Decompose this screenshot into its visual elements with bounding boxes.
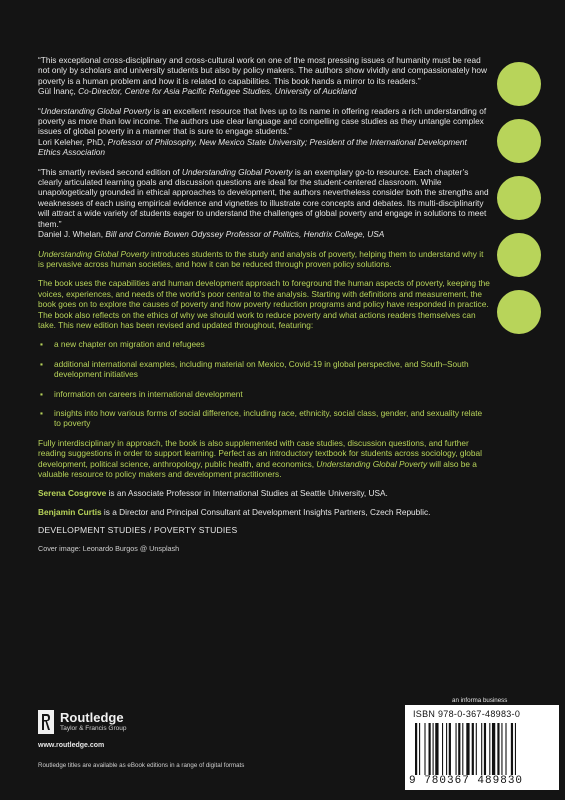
- author-bio: [38, 507, 490, 517]
- author-name: Benjamin Curtis: [38, 506, 102, 517]
- quote-book-title: Understanding Global Poverty: [40, 105, 152, 116]
- publisher-group: Taylor & Francis Group: [60, 725, 127, 732]
- quote-book-title: Understanding Global Poverty: [181, 166, 293, 177]
- barcode-icon: [415, 723, 549, 775]
- barcode-bar: [446, 723, 447, 775]
- green-circle-decoration: [497, 62, 541, 106]
- author-bios: [38, 488, 490, 517]
- quote-segment: “: [38, 105, 41, 116]
- author-name: Serena Cosgrove: [38, 488, 107, 499]
- quote-segment: is an exemplary go-to resource. Each chapter’s clearly articulated learning goals and discussion questions are ideal for the student-centered classroom. While unapologetically grounded in ethical approaches to development, the authors nevertheless consider both the strengths and weaknesses of each using empirical evidence and vignettes to illustrate core concepts and debates. Its multi-disciplinarity will attract a wide variety of students eager to understand the challenges of global poverty and engage in solutions to meet them.”: [38, 166, 489, 229]
- barcode-bar: [515, 723, 516, 775]
- approach-paragraph: The book uses the capabilities and human development approach to foreground the human aspects of poverty, keeping the voices, experiences, and needs of the world’s poor central to the analysis. Starting with definitions and measurement, the book goes on to explore the causes of poverty and how poverty reduction programs and policy have responded in practice. The book also reflects on the ethics of why we should work to reduce poverty and what actions readers themselves can take. This new edition has been revised and updated throughout, featuring:: [38, 278, 490, 330]
- barcode-bar: [442, 723, 443, 775]
- bullet-icon: ▪: [40, 358, 43, 369]
- quote-segment: is an excellent resource that lives up to its name in offering readers a rich understanding of poverty as more than low income. The authors use clear language and compelling case studies as they untangle complex issues of global poverty in a manner that is sure to engage students.”: [38, 105, 487, 137]
- intro-paragraph: [38, 249, 490, 270]
- endorsement-quote: [38, 55, 490, 97]
- barcode-bar: [481, 723, 482, 775]
- quote-segment: “This exceptional cross-disciplinary and cross-cultural work on one of the most pressing issues of humanity must be read not only by scholars and university students but also by policy makers. The authors show vividly and compassionately how poverty is a human problem and how it is related to capabilities. This book hands a mirror to its readers.”: [38, 55, 488, 86]
- barcode-bar: [466, 723, 469, 775]
- publisher-wordmark: [60, 711, 126, 733]
- decorative-circles: [497, 62, 541, 347]
- barcode-bar: [429, 723, 431, 775]
- feature-text: a new chapter on migration and refugees: [54, 339, 205, 350]
- bullet-icon: ▪: [40, 407, 43, 418]
- audience-text: will also be a valuable resource to policy makers and development practitioners.: [38, 458, 477, 479]
- barcode-bar: [449, 723, 451, 775]
- ebook-note: Routledge titles are available as eBook editions in a range of digital formats: [38, 762, 245, 769]
- barcode-bar: [497, 723, 499, 775]
- subject-category: DEVELOPMENT STUDIES / POVERTY STUDIES: [38, 525, 238, 536]
- quote-text: [38, 167, 490, 229]
- barcode-digits: 9 780367 489830: [409, 775, 524, 787]
- isbn-label: ISBN 978-0-367-48983-0: [413, 709, 521, 719]
- publisher-url: www.routledge.com: [38, 742, 105, 749]
- quote-author: Lori Keleher, PhD,: [38, 136, 106, 147]
- audience-paragraph: [38, 438, 490, 480]
- author-bio-text: is an Associate Professor in International Studies at Seattle University, USA.: [106, 488, 388, 499]
- green-circle-decoration: [497, 176, 541, 220]
- barcode-bar: [489, 723, 490, 775]
- quote-text: [38, 55, 490, 86]
- feature-item: [38, 389, 490, 399]
- barcode-bar: [433, 723, 434, 775]
- barcode-box: [405, 705, 559, 790]
- book-description: [38, 249, 490, 480]
- bullet-icon: ▪: [40, 388, 43, 399]
- barcode-bar: [511, 723, 513, 775]
- book-title: Understanding Global Poverty: [316, 458, 428, 469]
- green-circle-decoration: [497, 233, 541, 277]
- feature-text: additional international examples, including material on Mexico, Covid-19 in global perspective, and South–South development initiatives: [54, 358, 469, 380]
- quote-attribution: [38, 86, 490, 96]
- barcode-bar: [456, 723, 457, 775]
- publisher-name: Routledge: [60, 710, 124, 725]
- feature-list: [38, 339, 490, 428]
- barcode-bar: [435, 723, 438, 775]
- quote-segment: “This smartly revised second edition of: [38, 166, 182, 177]
- barcode-bar: [492, 723, 495, 775]
- author-bio: [38, 488, 490, 498]
- feature-text: insights into how various forms of social difference, including race, ethnicity, social class, gender, and sexuality relate to poverty: [54, 407, 483, 429]
- barcode-bar: [458, 723, 460, 775]
- barcode-bar: [424, 723, 425, 775]
- book-title: Understanding Global Poverty: [38, 248, 149, 259]
- quote-affiliation: Bill and Connie Bowen Odyssey Professor of Politics, Hendrix College, USA: [105, 229, 385, 240]
- green-circle-decoration: [497, 290, 541, 334]
- feature-item: [38, 339, 490, 349]
- green-circle-decoration: [497, 119, 541, 163]
- routledge-r-icon: [38, 710, 54, 734]
- back-cover-text: [38, 55, 490, 554]
- feature-item: [38, 359, 490, 380]
- quote-text: [38, 106, 490, 137]
- quote-author: Daniel J. Whelan,: [38, 229, 104, 240]
- quote-affiliation: Co-Director, Centre for Asia Pacific Refugee Studies, University of Auckland: [78, 86, 357, 97]
- barcode-bar: [462, 723, 463, 775]
- barcode-bar: [419, 723, 420, 775]
- bullet-icon: ▪: [40, 339, 43, 350]
- feature-item: [38, 408, 490, 429]
- quote-author: Gül İnanç,: [38, 86, 76, 97]
- barcode-bar: [472, 723, 474, 775]
- audience-text: Fully interdisciplinary in approach, the book is also supplemented with case studies, discussion questions, and further reading suggestions in order to support learning. Perfect as an introductory textbook for students across sociology, global development, political science, anthropology, public health, and economics,: [38, 437, 482, 469]
- feature-text: information on careers in international development: [54, 388, 243, 399]
- barcode-bar: [501, 723, 502, 775]
- cover-credit: Cover image: Leonardo Burgos @ Unsplash: [38, 543, 180, 553]
- quote-attribution: [38, 137, 490, 158]
- endorsement-quote: [38, 106, 490, 158]
- barcode-bar: [415, 723, 417, 775]
- endorsement-quote: [38, 167, 490, 240]
- quote-affiliation: Professor of Philosophy, New Mexico State University; President of the International Development Ethics Association: [38, 136, 467, 158]
- barcode-bar: [484, 723, 486, 775]
- publisher-logo: [38, 710, 126, 734]
- barcode-bar: [476, 723, 477, 775]
- informa-tagline: an informa business: [452, 697, 508, 704]
- intro-text: introduces students to the study and analysis of poverty, helping them to understand why it is pervasive across human societies, and how it can be reduced through proven policy solutions.: [38, 248, 484, 269]
- author-bio-text: is a Director and Principal Consultant at Development Insights Partners, Czech Republic.: [101, 506, 431, 517]
- quote-attribution: [38, 229, 490, 239]
- barcode-bar: [505, 723, 506, 775]
